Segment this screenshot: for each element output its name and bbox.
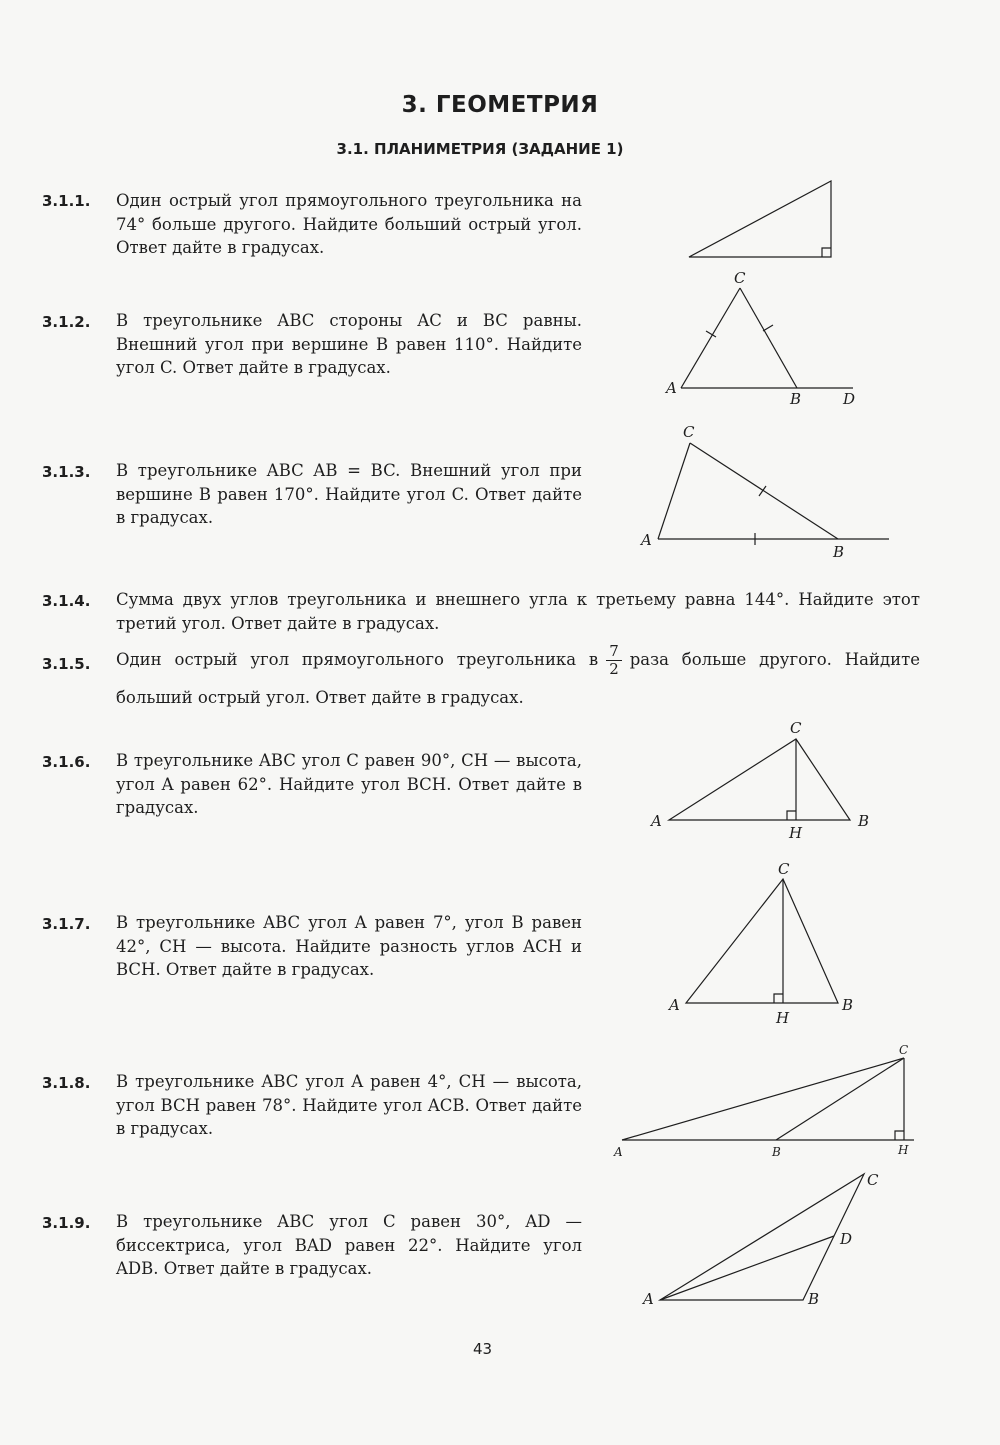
label-c: C: [778, 860, 790, 878]
segment-bc: [776, 1058, 904, 1140]
problem-number: 3.1.7.: [42, 915, 91, 933]
figure-3-1-6: [649, 719, 869, 842]
figure-3-1-7: [667, 860, 853, 1027]
label-c: C: [899, 1043, 909, 1057]
figure-3-1-8: [613, 1043, 914, 1159]
side-cb: [690, 443, 838, 539]
problem-text: Сумма двух углов треугольника и внешнего угла к третьему равна 144°. Найдите этот третий угол. Ответ дайте в градусах.: [116, 590, 920, 633]
right-triangle: [689, 181, 831, 257]
figure-3-1-2: [664, 269, 855, 408]
side-ac: [681, 288, 740, 388]
label-a: A: [641, 531, 652, 549]
problem-number: 3.1.3.: [42, 463, 91, 481]
side-cb: [740, 288, 797, 388]
right-angle-mark: [787, 811, 796, 820]
label-a: A: [666, 379, 677, 397]
problem-text: В треугольнике ABC угол C равен 90°, CH — высота, угол A равен 62°. Найдите угол BCH. Ответ дайте в градусах.: [116, 751, 582, 817]
label-c: C: [867, 1171, 879, 1189]
problem-text: В треугольнике ABC AB = BC. Внешний угол при вершине B равен 170°. Найдите угол C. Ответ дайте в градусах.: [116, 461, 582, 527]
fraction-numerator: 7: [606, 643, 622, 661]
label-c: C: [790, 719, 802, 737]
problem-number: 3.1.2.: [42, 313, 91, 331]
figure-3-1-9: [641, 1171, 879, 1308]
label-c: C: [734, 269, 746, 287]
label-a: A: [643, 1290, 654, 1308]
label-b: B: [858, 812, 870, 830]
fraction-denominator: 2: [609, 660, 619, 678]
tick-mark: [763, 325, 773, 331]
right-angle-mark: [774, 994, 783, 1003]
chapter-title: 3. ГЕОМЕТРИЯ: [401, 92, 599, 118]
right-angle-mark: [822, 248, 831, 257]
problem-text-after: раза больше другого. Найдите больший острый угол. Ответ дайте в градусах.: [116, 650, 920, 707]
label-h: H: [776, 1009, 790, 1027]
label-h: H: [898, 1143, 909, 1157]
problem-text: Один острый угол прямоугольного треугольника на 74° больше другого. Найдите больший острый угол. Ответ дайте в градусах.: [116, 191, 582, 257]
problem-text: В треугольнике ABC угол A равен 7°, угол B равен 42°, CH — высота. Найдите разность углов ACH и BCH. Ответ дайте в градусах.: [116, 913, 582, 979]
problem-number: 3.1.1.: [42, 192, 91, 210]
label-a: A: [651, 812, 662, 830]
problem-text: В треугольнике ABC стороны AC и BC равны. Внешний угол при вершине B равен 110°. Найдите угол C. Ответ дайте в градусах.: [116, 311, 582, 377]
problem-number: 3.1.9.: [42, 1214, 91, 1232]
label-c: C: [683, 423, 695, 441]
label-b: B: [772, 1145, 781, 1159]
triangle-abc: [669, 739, 850, 820]
label-b: B: [833, 543, 845, 561]
problem-number: 3.1.4.: [42, 592, 91, 610]
side-ac: [658, 443, 690, 539]
label-d: D: [840, 1230, 853, 1248]
figure-3-1-1: [689, 181, 831, 257]
figure-3-1-3: [639, 423, 889, 561]
label-h: H: [789, 824, 803, 842]
problem-text: В треугольнике ABC угол A равен 4°, CH — высота, угол BCH равен 78°. Найдите угол ACB. Ответ дайте в градусах.: [116, 1072, 582, 1138]
triangle-abc: [660, 1174, 864, 1300]
problem-number: 3.1.8.: [42, 1074, 91, 1092]
label-d: D: [843, 390, 856, 408]
page-number: 43: [472, 1340, 493, 1358]
problem-text-before: Один острый угол прямоугольного треугольника в: [116, 650, 599, 669]
right-angle-mark: [895, 1131, 904, 1140]
label-a: A: [669, 996, 680, 1014]
triangle-abc: [686, 879, 838, 1003]
problem-number: 3.1.5.: [42, 655, 91, 673]
label-a: A: [614, 1145, 623, 1159]
label-b: B: [842, 996, 854, 1014]
problem-number: 3.1.6.: [42, 753, 91, 771]
side-ac: [622, 1058, 904, 1140]
label-b: B: [790, 390, 802, 408]
label-b: B: [808, 1290, 820, 1308]
section-title: 3.1. ПЛАНИМЕТРИЯ (ЗАДАНИЕ 1): [336, 140, 624, 158]
problem-text: В треугольнике ABC угол C равен 30°, AD — биссектриса, угол BAD равен 22°. Найдите угол ADB. Ответ дайте в градусах.: [116, 1212, 582, 1278]
